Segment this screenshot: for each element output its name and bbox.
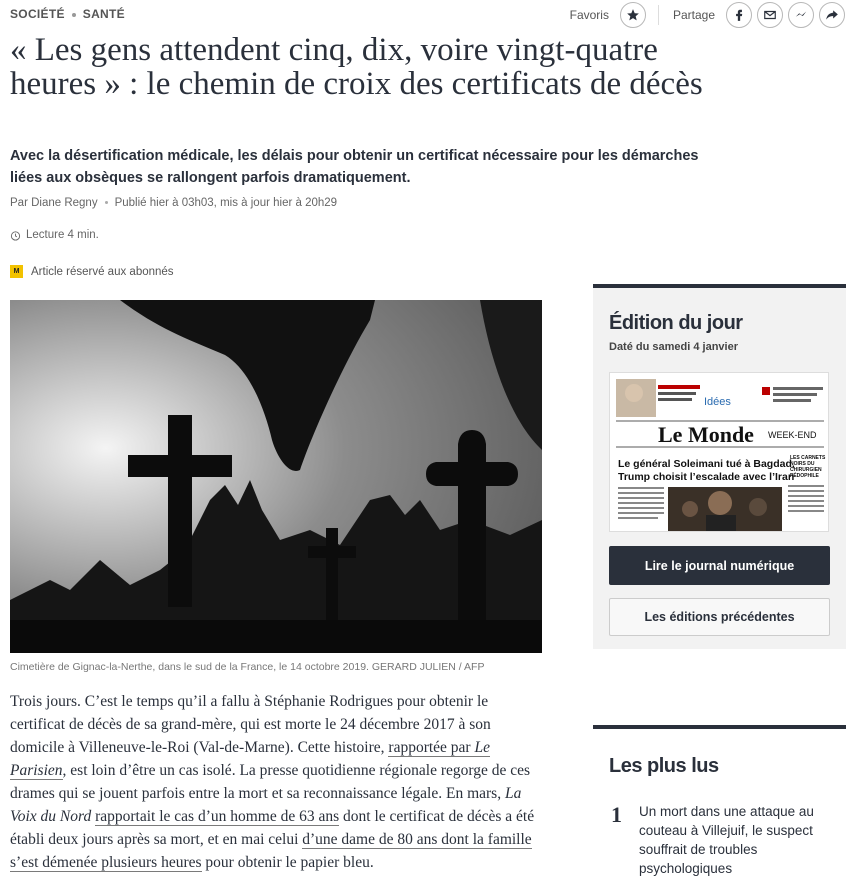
cover-ideas-tag: Idées [704, 396, 731, 408]
cover-side-1: LES CARNETS [790, 455, 826, 461]
edition-title: Édition du jour [609, 312, 743, 334]
reading-time [10, 229, 99, 241]
breadcrumb-separator [72, 13, 76, 17]
cover-headline-1: Le général Soleimani tué à Bagdad, [618, 458, 795, 470]
read-digital-edition-button[interactable]: Lire le journal numérique [609, 546, 830, 585]
premium-notice [10, 265, 174, 278]
share-facebook-button[interactable] [726, 2, 752, 28]
favorite-button[interactable] [620, 2, 646, 28]
article-photo [10, 300, 542, 653]
link-homme-63-ans[interactable]: rapportait le cas d’un homme de 63 ans [95, 808, 340, 825]
cover-side-3: CHIRURGIEN [790, 467, 822, 473]
subscriber-badge-icon: M [10, 265, 23, 278]
most-read-title: Les plus lus [609, 755, 719, 777]
clock-icon [10, 230, 21, 241]
share-bar [570, 2, 845, 28]
photo-caption: Cimetière de Gignac-la-Nerthe, dans le sud de la France, le 14 octobre 2019. GERARD JULIEN / AFP [10, 661, 485, 673]
body-text: dont le certificat de décès a été établi deux jours après sa mort, et en mai celui [10, 808, 535, 848]
link-text: rapportée par [388, 739, 475, 756]
edition-date: Daté du samedi 4 janvier [609, 341, 738, 353]
most-read-item-link[interactable]: Un mort dans une attaque au couteau à Villejuif, le suspect souffrait de troubles psychologiques [639, 804, 814, 876]
cemetery-image [10, 300, 542, 653]
share-label: Partage [672, 8, 715, 22]
previous-editions-button[interactable]: Les éditions précédentes [609, 598, 830, 636]
reading-time-label: Lecture 4 min. [26, 229, 99, 241]
cover-headline-2: Trump choisit l’escalade avec l’Iran [618, 471, 795, 483]
article-standfirst: Avec la désertification médicale, les délais pour obtenir un certificat nécessaire pour les démarches liées aux obsèques se rallongent parfois dramatiquement. [10, 148, 699, 186]
most-read-rank: 1 [611, 802, 622, 827]
edition-du-jour-panel [593, 284, 846, 649]
divider [658, 5, 659, 25]
envelope-icon [763, 8, 777, 22]
newspaper-cover[interactable] [609, 372, 829, 532]
body-text: , est loin d’être un cas isolé. La presse quotidienne régionale regorge de ces drames qui se jouent parfois entre la mort et sa reconnaissance légale. En mars, [10, 762, 531, 802]
link-text-italic: Le Parisien [10, 739, 490, 779]
body-text-italic: La Voix du Nord [10, 785, 522, 825]
body-text: pour obtenir le papier bleu. [201, 854, 374, 871]
article-title: « Les gens attendent cinq, dix, voire vingt-quatre heures » : le chemin de croix des certificats de décès [10, 32, 703, 102]
article-body [10, 690, 545, 874]
cover-masthead: Le Monde [658, 422, 754, 447]
cover-weekend-tag: WEEK-END [768, 430, 817, 440]
meta-separator [105, 201, 108, 204]
share-more-button[interactable] [819, 2, 845, 28]
body-text: Trois jours. C’est le temps qu’il a fallu à Stéphanie Rodrigues pour obtenir le certificat de décès de sa grand-mère, qui est morte le 24 décembre 2017 à son domicile à Villeneuve-le-Roi (Val-de-Marne). Cette histoire, [10, 693, 491, 756]
cover-image [610, 373, 829, 532]
cover-side-4: PÉDOPHILE [790, 473, 819, 479]
breadcrumb-section[interactable]: SOCIÉTÉ [10, 7, 65, 21]
publish-date: Publié hier à 03h03, mis à jour hier à 20h29 [114, 197, 338, 209]
breadcrumb [10, 7, 125, 21]
cover-side-2: NOIRS DU [790, 461, 815, 467]
most-read-panel [593, 725, 846, 883]
star-icon [626, 8, 640, 22]
share-messenger-button[interactable] [788, 2, 814, 28]
share-arrow-icon [825, 8, 839, 22]
article-meta [10, 197, 337, 209]
favorites-label: Favoris [569, 8, 609, 22]
messenger-icon [794, 8, 808, 22]
premium-label: Article réservé aux abonnés [31, 265, 174, 278]
link-dame-80-ans[interactable]: d’une dame de 80 ans dont la famille s’est démenée plusieurs heures [10, 831, 532, 871]
top-bar [10, 6, 845, 24]
share-email-button[interactable] [757, 2, 783, 28]
breadcrumb-subsection[interactable]: SANTÉ [82, 7, 125, 21]
facebook-icon [732, 8, 746, 22]
author: Par Diane Regny [10, 197, 98, 209]
